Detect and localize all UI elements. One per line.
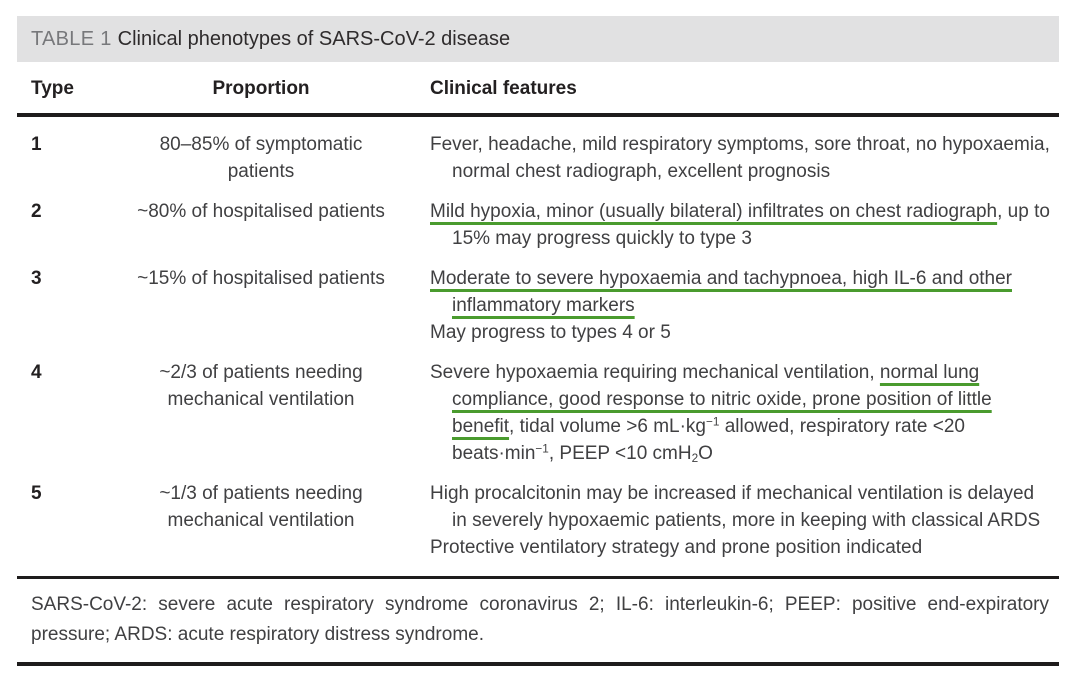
feature-paragraph: Moderate to severe hypoxaemia and tachypnoea, high IL-6 and other inflammatory markers <box>430 268 1012 316</box>
table-title-bar <box>17 16 1059 62</box>
cell-type: 4 <box>31 362 42 383</box>
cell-type: 2 <box>31 201 42 222</box>
cell-proportion: ~2/3 of patients needing mechanical ventilation <box>159 362 363 410</box>
cell-proportion: 80–85% of symptomatic patients <box>159 134 363 182</box>
table-row <box>17 480 1059 561</box>
cell-type: 5 <box>31 483 42 504</box>
cell-clinical-features <box>412 131 1059 185</box>
feature-paragraph: Mild hypoxia, minor (usually bilateral) infiltrates on chest radiograph, up to 15% may progress quickly to type 3 <box>430 201 1050 249</box>
table-row <box>17 265 1059 346</box>
table-row <box>17 198 1059 252</box>
feature-paragraph: Fever, headache, mild respiratory symptoms, sore throat, no hypoxaemia, normal chest radiograph, excellent prognosis <box>430 134 1050 182</box>
table-row <box>17 359 1059 467</box>
table-number-label: TABLE 1 <box>31 28 112 50</box>
table-body <box>17 117 1059 576</box>
feature-paragraph: Severe hypoxaemia requiring mechanical ventilation, normal lung compliance, good response to nitric oxide, prone position of little benefit, tidal volume >6 $mL\cdot kg^{-1}$ allowed, respiratory rate <20 $beats\cdot\min^{-1}$, PEEP <10 cmH$_2$O <box>430 362 992 465</box>
column-header-proportion: Proportion <box>212 78 310 99</box>
cell-proportion: ~80% of hospitalised patients <box>137 201 385 222</box>
feature-paragraph: May progress to types 4 or 5 <box>430 322 671 343</box>
cell-proportion: ~1/3 of patients needing mechanical ventilation <box>159 483 363 531</box>
cell-type: 1 <box>31 134 42 155</box>
table-row <box>17 131 1059 185</box>
cell-clinical-features <box>412 480 1059 561</box>
feature-paragraph: High procalcitonin may be increased if mechanical ventilation is delayed in severely hypoxaemic patients, more in keeping with classical ARDS <box>430 483 1041 531</box>
cell-clinical-features <box>412 265 1059 346</box>
feature-paragraph: Protective ventilatory strategy and prone position indicated <box>430 537 923 558</box>
cell-type: 3 <box>31 268 42 289</box>
table-footnote: SARS-CoV-2: severe acute respiratory syndrome coronavirus 2; IL-6: interleukin-6; PEEP: positive end-expiratory pressure; ARDS: acute respiratory distress syndrome. <box>31 594 1049 645</box>
cell-clinical-features <box>412 198 1059 252</box>
clinical-phenotypes-table <box>17 16 1059 666</box>
cell-proportion: ~15% of hospitalised patients <box>137 268 385 289</box>
table-title: Clinical phenotypes of SARS-CoV-2 disease <box>117 28 511 50</box>
column-header-row <box>17 62 1059 113</box>
bottom-rule <box>17 662 1059 666</box>
column-header-clinical-features: Clinical features <box>430 78 577 99</box>
column-header-type: Type <box>31 78 74 99</box>
cell-clinical-features <box>412 359 1059 467</box>
